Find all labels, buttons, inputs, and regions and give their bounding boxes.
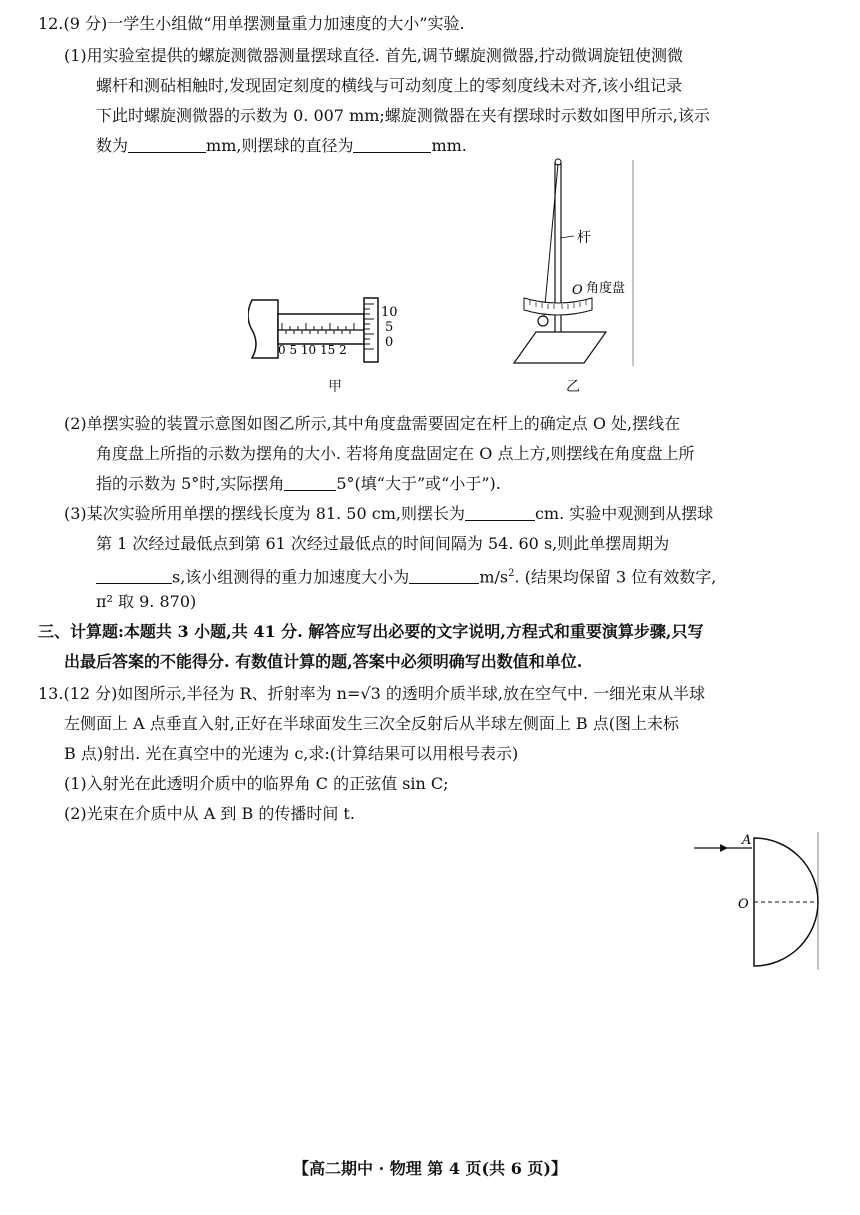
pendulum-figure <box>508 158 638 368</box>
thimble-label-0: 0 <box>385 335 394 350</box>
q12-p3-line3 <box>96 562 716 589</box>
q12-p1-line4 <box>96 134 467 158</box>
q12-p1-line1: (1)用实验室提供的螺旋测微器测量摆球直径. 首先,调节螺旋测微器,拧动微调旋钮使测微 <box>64 46 684 65</box>
thimble-label-10: 10 <box>381 305 398 320</box>
q13-line4: (1)入射光在此透明介质中的临界角 C 的正弦值 sin C; <box>64 774 449 793</box>
text: mm,则摆球的直径为 <box>206 136 354 155</box>
text: 指的示数为 5°时,实际摆角 <box>96 474 285 493</box>
point-o-label: O <box>572 283 583 298</box>
q12-p2-line1: (2)单摆实验的装置示意图如图乙所示,其中角度盘需要固定在杆上的确定点 O 处,摆线在 <box>64 414 681 433</box>
superscript: 2 <box>508 568 515 579</box>
point-a-label: A <box>742 833 752 848</box>
text: cm. 实验中观测到从摆球 <box>534 504 714 523</box>
hemisphere-figure <box>690 830 826 972</box>
text: m/s <box>479 567 509 587</box>
answer-blank-length[interactable] <box>465 504 535 521</box>
text: . (结果均保留 3 位有效数字, <box>514 567 717 587</box>
text: mm. <box>431 136 467 155</box>
figure-caption-yi: 乙 <box>566 379 580 395</box>
q13-line5: (2)光束在介质中从 A 到 B 的传播时间 t. <box>64 804 355 823</box>
section3-line1: 三、计算题:本题共 3 小题,共 41 分. 解答应写出必要的文字说明,方程式和重要演算步骤,只写 <box>38 622 704 641</box>
text: (3)某次实验所用单摆的摆线长度为 81. 50 cm,则摆长为 <box>64 504 465 523</box>
q12-p3-line1 <box>64 502 713 526</box>
q12-p2-line2: 角度盘上所指的示数为摆角的大小. 若将角度盘固定在 O 点上方,则摆线在角度盘上所 <box>96 444 695 463</box>
micrometer-figure <box>248 290 408 370</box>
answer-blank-reading[interactable] <box>128 136 206 153</box>
q12-p3-line2: 第 1 次经过最低点到第 61 次经过最低点的时间间隔为 54. 60 s,则此单摆周期为 <box>96 534 670 553</box>
rod-label: 杆 <box>577 230 591 246</box>
section3-line2: 出最后答案的不能得分. 有数值计算的题,答案中必须明确写出数值和单位. <box>64 652 583 671</box>
q13-line3: B 点)射出. 光在真空中的光速为 c,求:(计算结果可以用根号表示) <box>64 744 519 763</box>
figure-caption-jia: 甲 <box>328 379 342 395</box>
answer-blank-period[interactable] <box>96 567 172 584</box>
q12-p2-line3 <box>96 472 501 496</box>
answer-blank-gravity[interactable] <box>409 567 479 584</box>
q13-line1: 13.(12 分)如图所示,半径为 R、折射率为 n=√3 的透明介质半球,放在空气中. 一细光束从半球 <box>38 684 706 703</box>
q13-line2: 左侧面上 A 点垂直入射,正好在半球面发生三次全反射后从半球左侧面上 B 点(图上未标 <box>64 714 679 733</box>
answer-blank-diameter[interactable] <box>353 136 431 153</box>
q12-p1-line2: 螺杆和测砧相触时,发现固定刻度的横线与可动刻度上的零刻度线未对齐,该小组记录 <box>96 76 683 95</box>
angle-dial-label: 角度盘 <box>586 281 626 296</box>
q12-p3-line4: π² 取 9. 870) <box>96 592 197 611</box>
thimble-label-5: 5 <box>385 320 394 335</box>
q12-heading: 12.(9 分)一学生小组做“用单摆测量重力加速度的大小”实验. <box>38 14 465 33</box>
q12-p1-line3: 下此时螺旋测微器的示数为 0. 007 mm;螺旋测微器在夹有摆球时示数如图甲所示,该示 <box>96 106 710 125</box>
text: 5°(填“大于”或“小于”). <box>336 474 501 493</box>
page-footer: 【高二期中 · 物理 第 4 页(共 6 页)】 <box>293 1159 567 1178</box>
center-o-label: O <box>738 897 749 912</box>
text: s,该小组测得的重力加速度大小为 <box>172 567 410 587</box>
answer-blank-angle[interactable] <box>284 474 336 491</box>
text: 数为 <box>96 136 129 155</box>
main-scale-label: 0 5 10 15 2 <box>278 343 347 357</box>
